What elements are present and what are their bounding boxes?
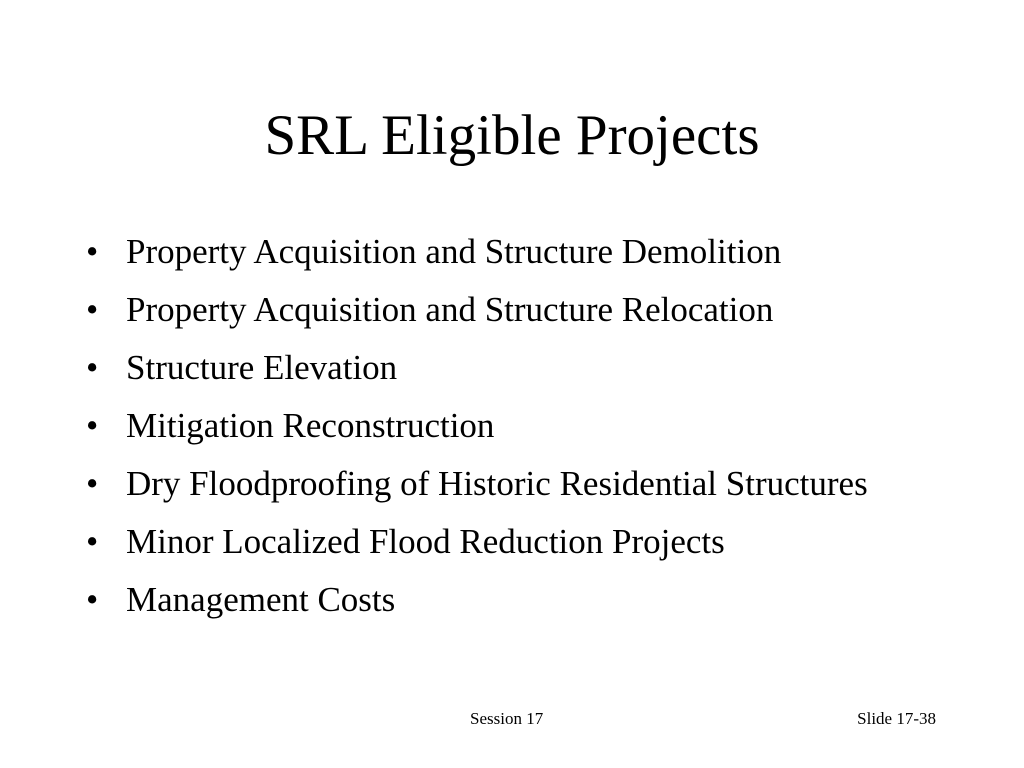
bullet-item — [86, 286, 946, 333]
bullet-list — [86, 228, 946, 634]
bullet-icon: • — [86, 406, 99, 445]
footer-slide-number: Slide 17-38 — [857, 709, 936, 728]
bullet-icon: • — [86, 232, 99, 271]
bullet-text: Minor Localized Flood Reduction Projects — [126, 522, 725, 561]
bullet-text: Mitigation Reconstruction — [126, 406, 495, 445]
bullet-item — [86, 518, 946, 565]
bullet-item — [86, 576, 946, 623]
bullet-text: Property Acquisition and Structure Relocation — [126, 290, 774, 329]
footer-session-label: Session 17 — [470, 709, 544, 728]
bullet-item — [86, 460, 946, 507]
bullet-item — [86, 228, 946, 275]
bullet-item — [86, 344, 946, 391]
bullet-icon: • — [86, 290, 99, 329]
bullet-icon: • — [86, 522, 99, 561]
bullet-icon: • — [86, 580, 99, 619]
bullet-icon: • — [86, 348, 99, 387]
slide-title: SRL Eligible Projects — [264, 104, 760, 167]
bullet-item — [86, 402, 946, 449]
bullet-text: Dry Floodproofing of Historic Residential Structures — [126, 464, 868, 503]
bullet-icon: • — [86, 464, 99, 503]
bullet-text: Structure Elevation — [126, 348, 398, 387]
bullet-text: Management Costs — [126, 580, 396, 619]
bullet-text: Property Acquisition and Structure Demolition — [126, 232, 782, 271]
